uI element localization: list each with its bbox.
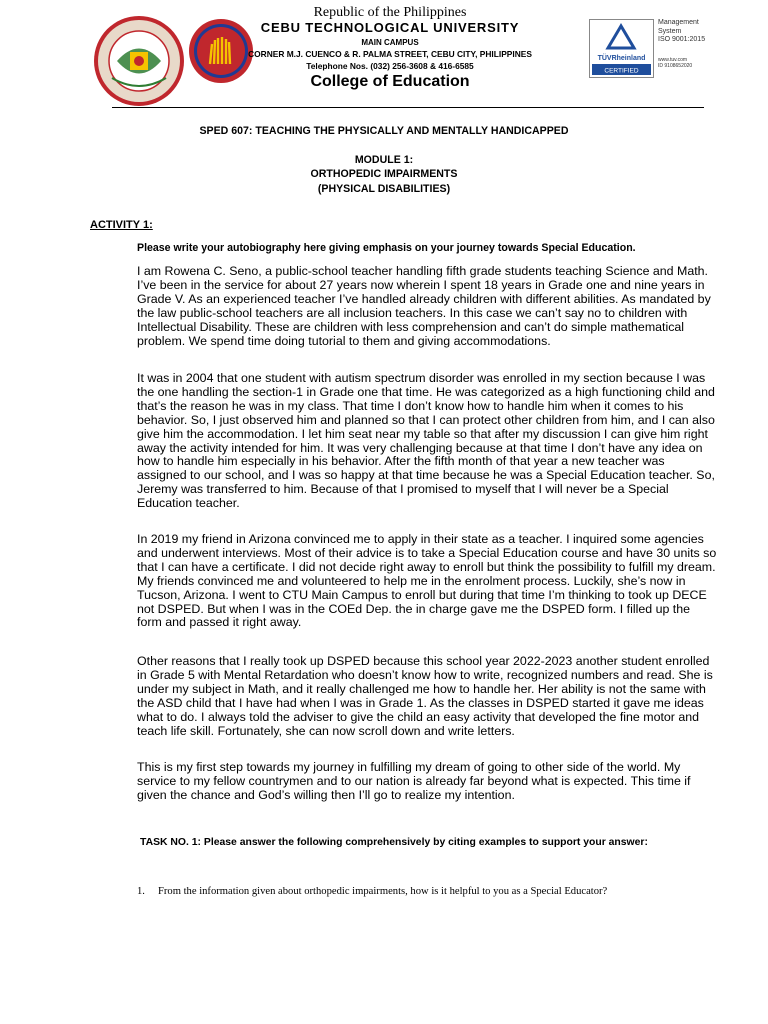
cert-text-block xyxy=(658,19,728,69)
address-line: CORNER M.J. CUENCO & R. PALMA STREET, CEBU CITY, PHILIPPINES xyxy=(248,49,532,59)
cert-line1: Management xyxy=(658,19,699,26)
autobiography-paragraph-5: This is my first step towards my journey in fulfilling my dream of going to other side of the world. My service to my fellow countrymen and to our nation is already far beyond what is expected. This time if given the chance and God’s willing then I’ll go to realize my intention. xyxy=(137,760,691,802)
autobiography-paragraph-1: I am Rowena C. Seno, a public-school teacher handling fifth grade students teaching Science and Math. I’ve been in the service for about 27 years now wherein I spent 18 years in Grade one and nine years in Grade V. As an experienced teacher I’ve handled already children with different abilities. As mandated by the law public-school teachers are all inclusion teachers. In this case we can’t say no to children with Intellectual Disability. These are children with less comprehension and can’t do simple mathematical problem. We spend time doing tutorial to them and giving accommodations. xyxy=(137,264,711,348)
task-label: TASK NO. 1: Please answer the following comprehensively by citing examples to support your answer: xyxy=(140,837,648,848)
cert-url: www.tuv.com xyxy=(658,56,688,63)
campus-line: MAIN CAMPUS xyxy=(361,38,419,47)
tuv-certification-logo xyxy=(589,19,654,78)
question-text: From the information given about orthopedic impairments, how is it helpful to you as a Special Educator? xyxy=(158,886,608,897)
cert-line2: System xyxy=(658,27,682,35)
tuv-brand-text: TÜVRheinland xyxy=(597,55,646,62)
autobiography-paragraph-4: Other reasons that I really took up DSPED because this school year 2022-2023 another student enrolled in Grade 5 with Mental Retardation who doesn’t know how to write, recognized numbers and read. She is under my subject in Math, and it really challenged me how to handle her. Her ability is not the same with the ASD child that I have had when I was in Grade 1. As the classes in DSPED started it gave me ideas what to do. I always told the adviser to give the child an easy activity that developed the fine motor and teach life skill. Fortunately, she can now scroll down and write letters. xyxy=(137,654,713,738)
university-seal-logo xyxy=(92,14,186,108)
university-name: CEBU TECHNOLOGICAL UNIVERSITY xyxy=(260,20,520,35)
module-title: ORTHOPEDIC IMPAIRMENTS xyxy=(310,168,458,180)
autobiography-paragraph-3: In 2019 my friend in Arizona convinced me to apply in their state as a teacher. I inquired some agencies and underwent interviews. Most of their advice is to take a Special Education course and have 30 units so that I can have a certificate. I did not decide right away to enroll but think the possibility to fulfill my dream. My friends convinced me and volunteered to help me in the enrolment process. Luckily, she’s now in Tucson, Arizona. I went to CTU Main Campus to enroll but during that time I’m thinking to took up DECE not DSPED. But when I was in the COEd Dep. the in charge gave me the DSPED form. I filled up the form and passed it right away. xyxy=(137,532,717,630)
module-subtitle: (PHYSICAL DISABILITIES) xyxy=(317,183,451,195)
activity-instruction: Please write your autobiography here giving emphasis on your journey towards Special Education. xyxy=(137,242,636,254)
college-name: College of Education xyxy=(310,73,470,90)
republic-line: Republic of the Philippines xyxy=(313,5,467,20)
header-divider xyxy=(112,107,704,108)
course-title: SPED 607: TEACHING THE PHYSICALLY AND MENTALLY HANDICAPPED xyxy=(199,125,569,137)
cert-line3: ISO 9001:2015 xyxy=(658,36,706,43)
autobiography-paragraph-2: It was in 2004 that one student with autism spectrum disorder was enrolled in my section because I was the one handling the section-1 in Grade one that time. He was categorized as a high functioning child and that’s the reason he was in my class. That time I don’t know how to handle him when it comes to his behavior. So, I just observed him and planned so that I can protect other children from him, and I can also give him the accommodation. I let him seat near my table so that after my discussion I can give him right away the activity intended for him. It was very challenging because at that time I don’t have any idea on how to handle him especially in his behavior. After the fifth month of that year a new teacher was assigned to our school, and I was so happy at that time because he was a Special Education teacher. So, Jeremy was transferred to him. Because of that I promised to myself that I will never be a Special Education teacher. xyxy=(137,371,715,511)
cert-id: ID 9108652020 xyxy=(658,62,693,69)
question-item xyxy=(137,886,607,897)
tuv-badge-text: CERTIFIED xyxy=(604,67,639,75)
question-number: 1. xyxy=(137,886,145,897)
activity-label: ACTIVITY 1: xyxy=(90,219,153,231)
telephone-line: Telephone Nos. (032) 256-3608 & 416-6585 xyxy=(306,61,474,71)
module-number: MODULE 1: xyxy=(354,154,414,166)
